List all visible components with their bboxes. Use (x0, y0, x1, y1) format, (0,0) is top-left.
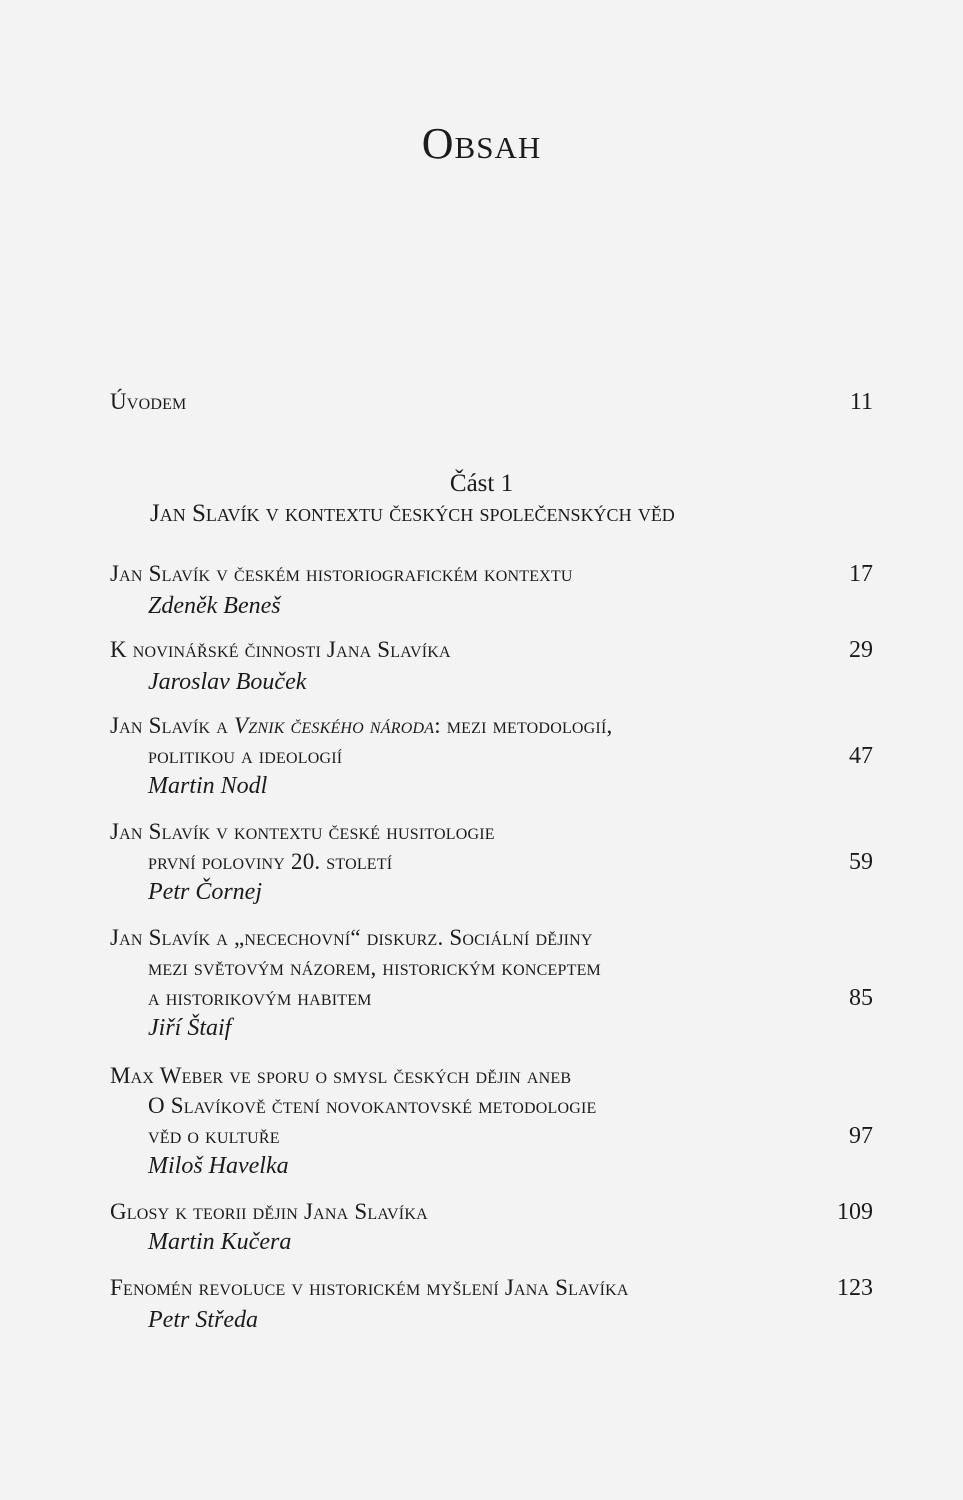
toc-entry-title: Jan Slavík a „necechovní“ diskurz. Sociální dějiny (110, 925, 593, 950)
toc-entry-title: Max Weber ve sporu o smysl českých dějin aneb (110, 1063, 572, 1088)
page-number: 85 (849, 985, 873, 1011)
toc-entry-author: Martin Nodl (148, 773, 268, 799)
page-number: 123 (837, 1275, 873, 1301)
page-number: 47 (849, 743, 873, 769)
page-number: 109 (837, 1199, 873, 1225)
page-number: 11 (849, 389, 873, 415)
toc-entry-author: Petr Středa (148, 1307, 258, 1333)
page-number: 29 (849, 637, 873, 663)
page-number: 97 (849, 1123, 873, 1149)
toc-entry-author: Martin Kučera (148, 1229, 292, 1255)
part-subtitle: Jan Slavík v kontextu českých společenských věd (150, 500, 675, 527)
page-number: 59 (849, 849, 873, 875)
toc-entry-title-cont: a historikovým habitem (148, 985, 372, 1010)
toc-entry-title: K novinářské činnosti Jana Slavíka (110, 637, 451, 662)
toc-entry-title: Jan Slavík v českém historiografickém kontextu (110, 561, 573, 586)
part-heading: Část 1 (449, 470, 514, 497)
toc-entry-title: Fenomén revoluce v historickém myšlení Jana Slavíka (110, 1275, 629, 1300)
toc-entry-author: Miloš Havelka (148, 1153, 289, 1179)
book-title: Vznik českého národa (233, 713, 435, 738)
toc-entry-title-cont: mezi světovým názorem, historickým konceptem (148, 955, 601, 980)
toc-entry-title-cont: věd o kultuře (148, 1123, 280, 1148)
toc-entry-title (110, 712, 612, 740)
page-number: 17 (849, 561, 873, 587)
toc-entry-title-cont: první poloviny 20. století (148, 849, 393, 874)
toc-entry-title: Glosy k teorii dějin Jana Slavíka (110, 1199, 428, 1224)
page-title: Obsah (421, 119, 542, 168)
toc-entry-author: Jaroslav Bouček (148, 669, 307, 695)
toc-entry-title-cont: politikou a ideologií (148, 743, 343, 768)
toc-entry-title: Jan Slavík v kontextu české husitologie (110, 819, 495, 844)
toc-entry-intro: Úvodem (110, 389, 187, 414)
toc-entry-author: Zdeněk Beneš (148, 593, 281, 619)
toc-entry-author: Jiří Štaif (148, 1015, 232, 1041)
title-part: Jan Slavík a (110, 713, 234, 738)
toc-entry-title-cont: O Slavíkově čtení novokantovské metodologie (148, 1093, 597, 1118)
title-part: : mezi metodologií, (434, 713, 613, 738)
toc-entry-author: Petr Čornej (148, 879, 262, 905)
